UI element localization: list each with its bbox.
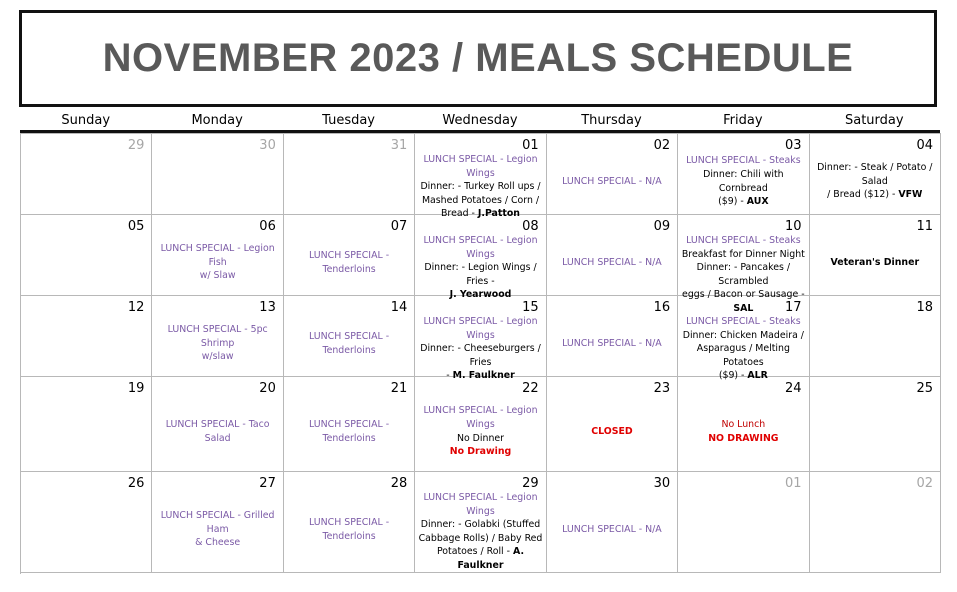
day-cell xyxy=(415,134,546,220)
meal-line: Dinner: - Turkey Roll ups / xyxy=(420,181,541,193)
day-cell xyxy=(21,134,152,215)
day-content xyxy=(152,315,282,376)
meal-line: LUNCH SPECIAL - N/A xyxy=(562,337,662,349)
meal-line: LUNCH SPECIAL - N/A xyxy=(562,523,662,535)
day-cell xyxy=(415,215,546,301)
day-number: 16 xyxy=(653,300,671,315)
day-number: 06 xyxy=(259,219,276,234)
day-number: 01 xyxy=(785,476,802,491)
meal-line: Veteran's Dinner xyxy=(830,256,920,268)
day-content xyxy=(547,153,677,214)
meal-text: / Bread ($12) - xyxy=(827,189,899,201)
host-name: ALR xyxy=(747,370,768,382)
day-content xyxy=(152,234,282,295)
meal-line xyxy=(417,545,543,572)
day-number: 03 xyxy=(785,138,802,153)
meal-line: LUNCH SPECIAL - Tenderloins xyxy=(309,330,390,356)
day-cell xyxy=(152,377,283,472)
day-number: 01 xyxy=(522,138,539,153)
meal-line: NO DRAWING xyxy=(708,432,779,444)
day-cell xyxy=(547,472,678,573)
day-content xyxy=(415,491,545,577)
meal-line: w/slaw xyxy=(201,351,234,363)
meal-line: Dinner: - Cheeseburgers / Fries xyxy=(420,343,541,368)
host-name: VFW xyxy=(898,189,923,201)
day-number: 23 xyxy=(653,381,671,396)
day-content xyxy=(21,396,151,471)
meal-line: Breakfast for Dinner Night xyxy=(681,248,805,260)
meal-line: LUNCH SPECIAL - Steaks xyxy=(686,155,801,167)
day-cell xyxy=(810,377,941,472)
day-number: 25 xyxy=(916,381,933,396)
day-cell xyxy=(21,215,152,296)
day-content xyxy=(678,153,808,214)
day-content xyxy=(284,315,414,376)
weekday-label: Monday xyxy=(191,113,243,128)
day-cell xyxy=(152,296,283,377)
day-content xyxy=(547,315,677,376)
meal-line: LUNCH SPECIAL - Legion Fish xyxy=(160,243,275,268)
host-name: AUX xyxy=(746,196,769,208)
day-cell xyxy=(678,296,809,382)
meal-line: LUNCH SPECIAL - Legion Wings xyxy=(423,235,538,260)
meal-line: Dinner: Chili with Cornbread xyxy=(703,168,784,194)
day-content xyxy=(678,491,808,572)
meal-line: Cabbage Rolls) / Baby Red xyxy=(418,532,543,544)
day-number: 22 xyxy=(522,381,539,396)
day-content xyxy=(284,491,414,572)
day-number: 27 xyxy=(259,476,276,491)
meal-line xyxy=(718,195,768,209)
day-cell xyxy=(415,472,546,573)
day-number: 14 xyxy=(390,300,408,315)
meal-text: ($9) - xyxy=(718,196,747,208)
day-content xyxy=(152,396,282,471)
meal-line: LUNCH SPECIAL - N/A xyxy=(562,175,662,187)
day-cell xyxy=(152,472,283,573)
meal-line: & Cheese xyxy=(195,537,241,549)
day-number: 11 xyxy=(916,219,933,234)
meal-line: J. Yearwood xyxy=(449,289,512,301)
calendar-grid xyxy=(20,133,941,574)
meal-line: LUNCH SPECIAL - Tenderloins xyxy=(309,418,390,444)
day-cell xyxy=(284,296,415,377)
day-content xyxy=(810,234,940,295)
meal-line: Dinner: - Steak / Potato / Salad xyxy=(817,162,933,187)
meal-line: CLOSED xyxy=(591,425,633,437)
day-content xyxy=(21,234,151,295)
day-number: 26 xyxy=(127,476,145,491)
day-content xyxy=(284,396,414,471)
meal-line xyxy=(827,188,922,202)
day-content xyxy=(21,153,151,214)
day-number: 04 xyxy=(916,138,933,153)
title-box xyxy=(19,10,937,107)
day-content xyxy=(21,491,151,572)
meal-line: No Lunch xyxy=(721,418,766,430)
weekday-label: Friday xyxy=(723,113,763,128)
meal-line: No Dinner xyxy=(456,432,505,444)
day-number: 05 xyxy=(127,219,145,234)
day-content xyxy=(284,153,414,214)
day-content xyxy=(678,396,808,471)
day-cell xyxy=(21,472,152,573)
meal-line: LUNCH SPECIAL - Legion Wings xyxy=(423,405,538,430)
weekday-label: Saturday xyxy=(844,113,904,128)
meal-line: LUNCH SPECIAL - Legion Wings xyxy=(423,316,538,341)
day-number: 08 xyxy=(522,219,539,234)
day-cell xyxy=(415,296,546,382)
day-number: 15 xyxy=(522,300,539,315)
day-number: 30 xyxy=(259,138,276,153)
day-cell xyxy=(678,134,809,215)
day-number: 30 xyxy=(653,476,671,491)
day-number: 19 xyxy=(127,381,145,396)
day-cell xyxy=(284,472,415,573)
day-cell xyxy=(678,377,809,472)
weekday-label: Thursday xyxy=(581,113,642,128)
meal-line: LUNCH SPECIAL - Tenderloins xyxy=(309,516,390,542)
day-number: 17 xyxy=(785,300,802,315)
day-cell xyxy=(810,296,941,377)
meal-line: LUNCH SPECIAL - Grilled Ham xyxy=(160,510,275,535)
meal-line: Dinner: - Golabki (Stuffed xyxy=(420,519,541,531)
meal-text: eggs / Bacon or Sausage - xyxy=(682,289,805,301)
day-number: 18 xyxy=(916,300,933,315)
meal-line: w/ Slaw xyxy=(199,270,236,282)
day-cell xyxy=(284,377,415,472)
day-number: 07 xyxy=(390,219,408,234)
day-content xyxy=(152,153,282,214)
day-number: 28 xyxy=(390,476,408,491)
meal-line: Asparagus / Melting Potatoes xyxy=(696,343,790,368)
day-cell xyxy=(810,472,941,573)
meal-line: LUNCH SPECIAL - Steaks xyxy=(686,235,801,246)
day-cell xyxy=(810,134,941,215)
day-number: 29 xyxy=(522,476,539,491)
host-name: M. Faulkner xyxy=(452,370,515,382)
meal-line: Dinner: Chicken Madeira / xyxy=(682,329,804,341)
day-cell xyxy=(152,134,283,215)
day-number: 20 xyxy=(259,381,276,396)
day-number: 09 xyxy=(653,219,671,234)
day-number: 02 xyxy=(653,138,671,153)
day-cell xyxy=(810,215,941,296)
host-name: J.Patton xyxy=(477,208,520,220)
day-cell xyxy=(547,296,678,377)
day-cell xyxy=(21,296,152,377)
day-cell xyxy=(152,215,283,296)
weekday-label: Sunday xyxy=(61,113,111,128)
day-cell xyxy=(415,377,546,472)
day-content xyxy=(284,234,414,295)
day-content xyxy=(415,396,545,471)
day-number: 24 xyxy=(785,381,802,396)
day-cell xyxy=(21,377,152,472)
day-cell xyxy=(678,472,809,573)
day-content xyxy=(547,234,677,295)
day-content xyxy=(21,315,151,376)
meal-line: Mashed Potatoes / Corn / xyxy=(421,194,540,206)
day-content xyxy=(810,491,940,572)
day-content xyxy=(152,491,282,572)
day-number: 21 xyxy=(390,381,408,396)
day-number: 10 xyxy=(785,219,802,234)
day-number: 31 xyxy=(390,138,408,153)
day-content xyxy=(547,491,677,572)
day-content xyxy=(810,153,940,214)
meal-text: Potatoes / Roll - xyxy=(436,546,514,558)
day-number: 13 xyxy=(259,300,276,315)
day-content xyxy=(810,396,940,471)
meal-line: LUNCH SPECIAL - Legion Wings xyxy=(423,492,538,517)
meal-text: ($9) - xyxy=(718,370,748,382)
day-content xyxy=(810,315,940,376)
weekday-header xyxy=(20,111,940,133)
day-cell xyxy=(284,215,415,296)
meal-line: LUNCH SPECIAL - Taco Salad xyxy=(165,418,270,444)
host-name: SAL xyxy=(733,302,754,314)
page-title: NOVEMBER 2023 / MEALS SCHEDULE xyxy=(102,36,854,80)
meal-line: LUNCH SPECIAL - Legion Wings xyxy=(423,154,538,179)
meal-line: No Drawing xyxy=(449,446,512,458)
meal-line: LUNCH SPECIAL - Tenderloins xyxy=(309,249,390,275)
weekday-label: Tuesday xyxy=(322,113,375,128)
meal-line: LUNCH SPECIAL - N/A xyxy=(562,256,662,268)
meal-line: Dinner: - Pancakes / Scrambled xyxy=(696,262,791,287)
day-number: 12 xyxy=(127,300,145,315)
meal-line: Dinner: - Legion Wings / Fries - xyxy=(424,262,537,287)
day-number: 29 xyxy=(127,138,145,153)
day-cell xyxy=(284,134,415,215)
meal-line: LUNCH SPECIAL - 5pc Shrimp xyxy=(167,324,268,349)
weekday-label: Wednesday xyxy=(442,113,518,128)
meal-text: - xyxy=(446,370,453,382)
day-cell xyxy=(547,134,678,215)
day-cell xyxy=(547,377,678,472)
meal-line: LUNCH SPECIAL - Steaks xyxy=(686,316,801,327)
day-number: 02 xyxy=(916,476,933,491)
day-content xyxy=(547,396,677,471)
day-cell xyxy=(547,215,678,296)
meal-text: Bread - xyxy=(441,208,478,220)
host-name: A. Faulkner xyxy=(457,546,525,571)
